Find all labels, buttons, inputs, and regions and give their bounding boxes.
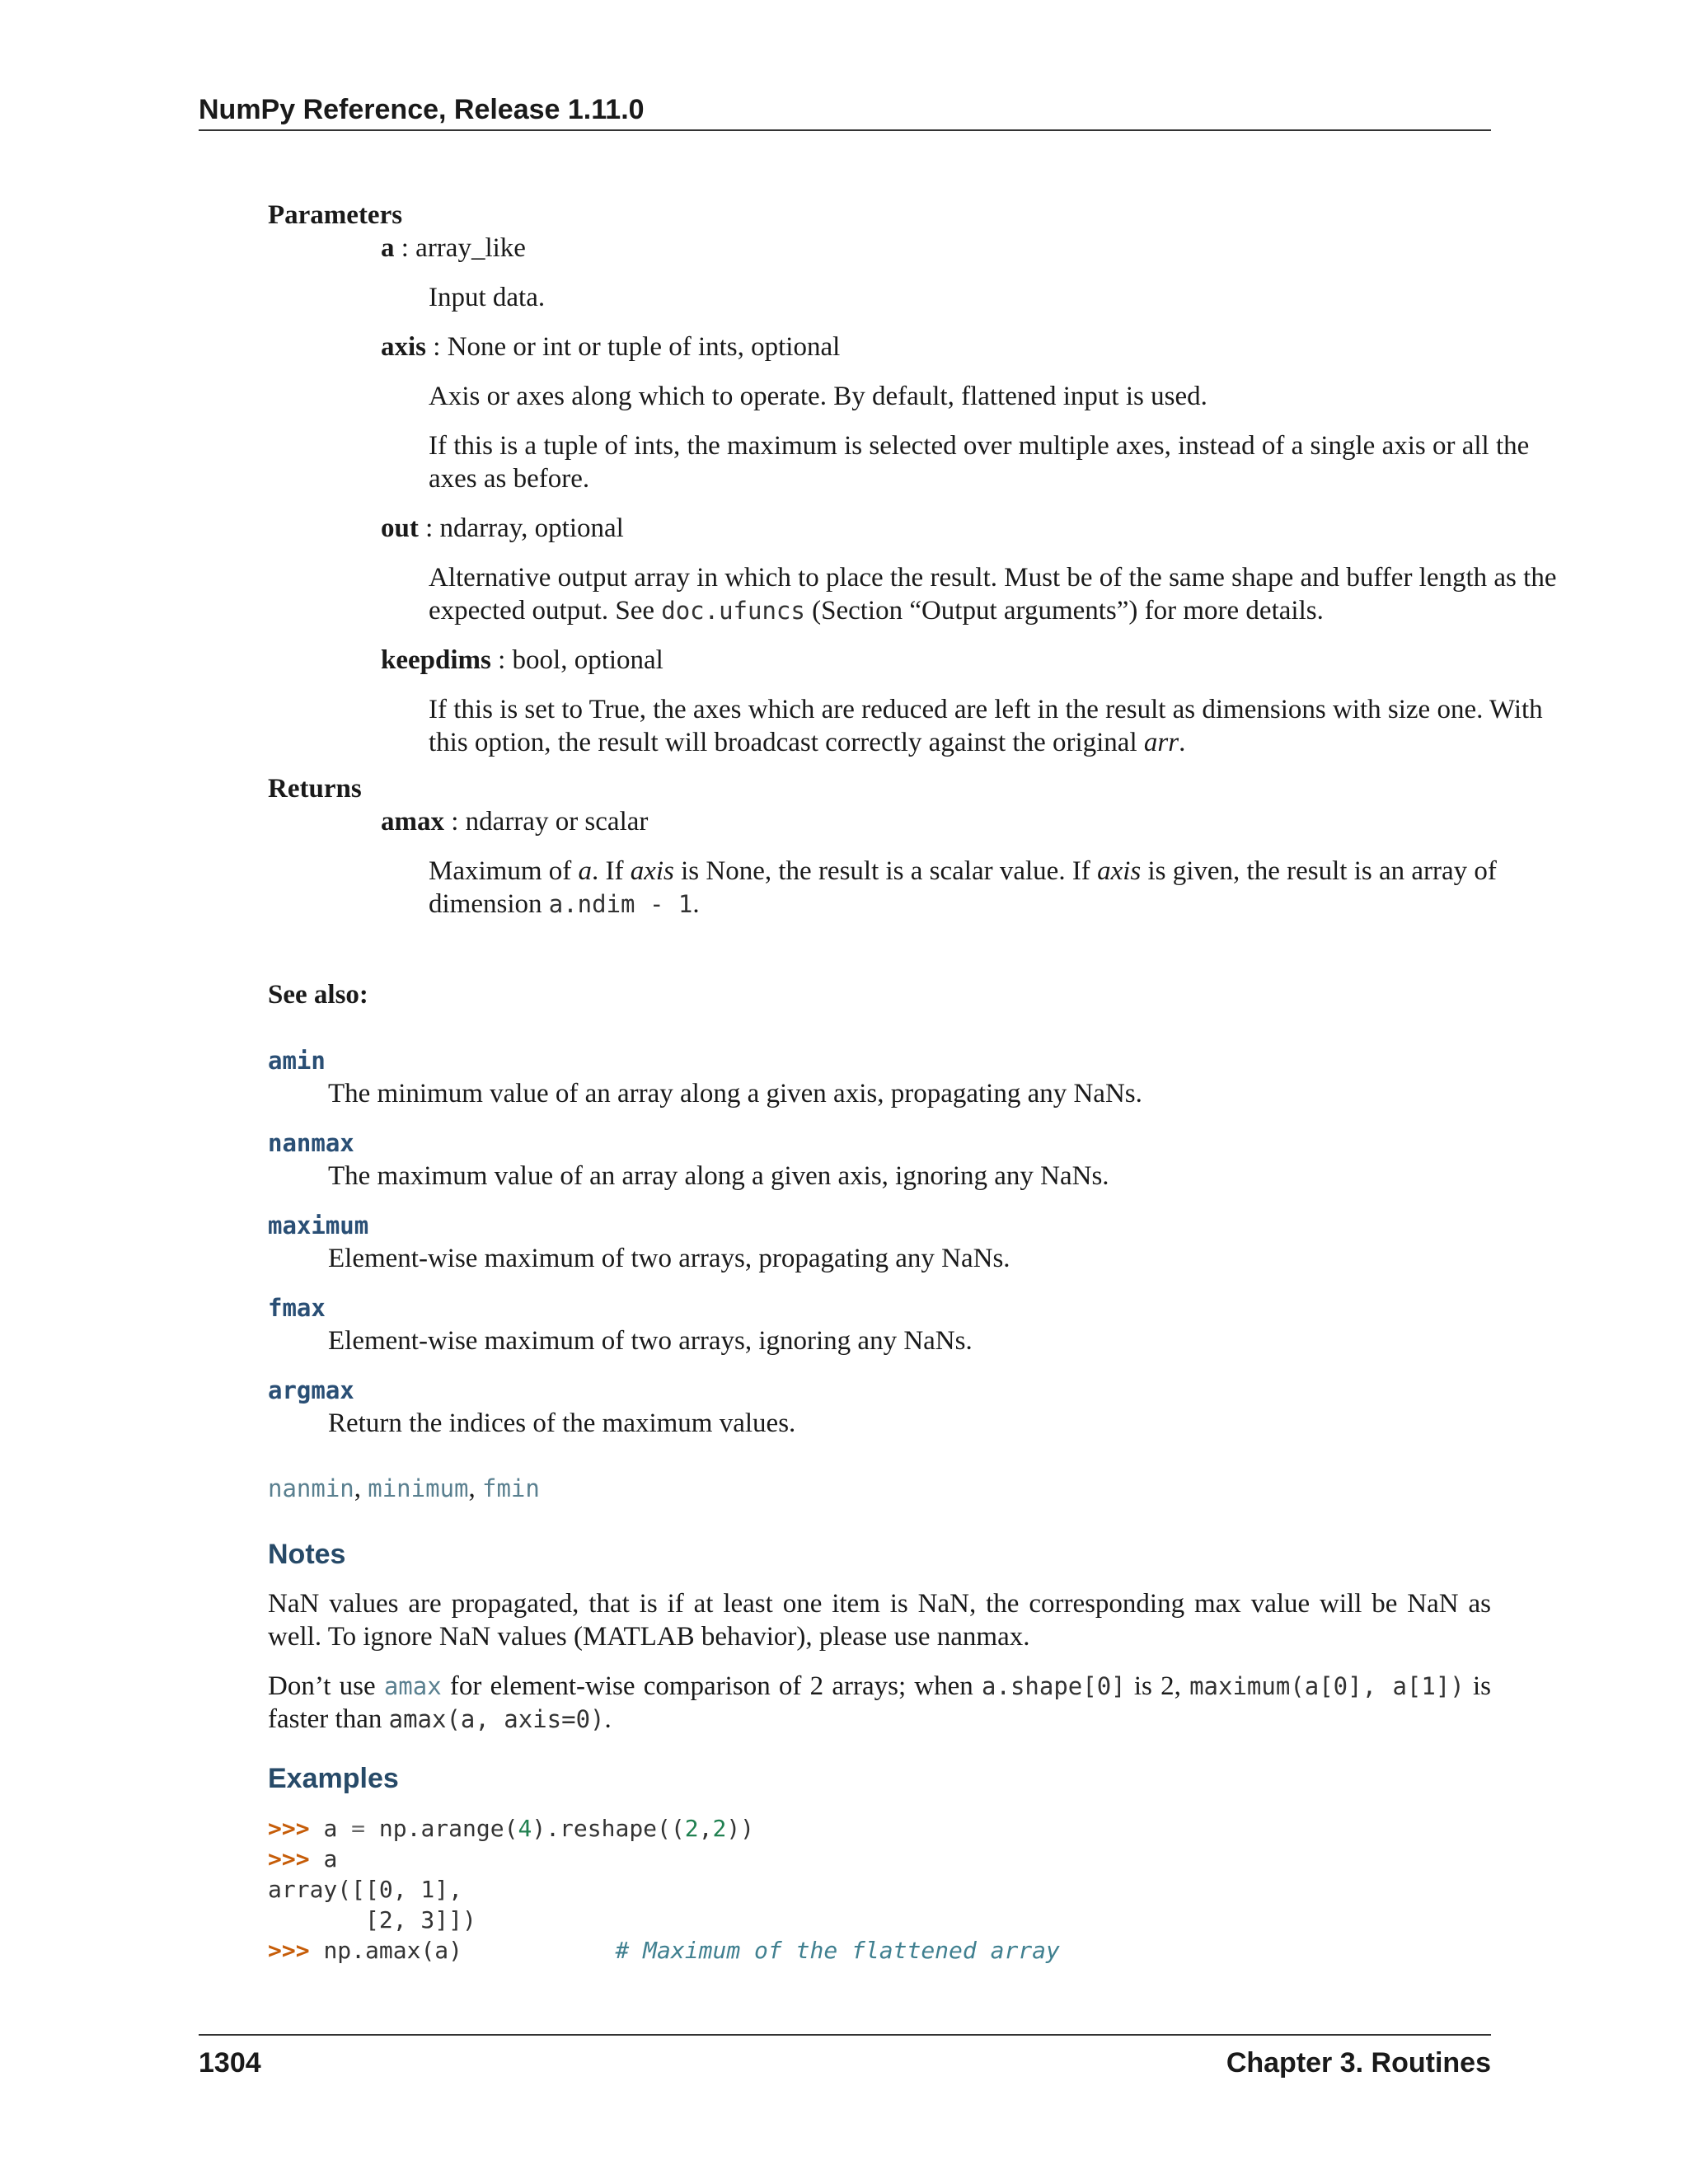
link-amax[interactable]: amax (383, 1672, 442, 1700)
see-also-desc: Return the indices of the maximum values. (328, 1408, 796, 1438)
returns-heading: Returns (268, 774, 362, 804)
page-number: 1304 (199, 2047, 261, 2079)
running-header: NumPy Reference, Release 1.11.0 (199, 94, 645, 125)
see-also-heading: See also: (268, 980, 368, 1010)
code-comment: # Maximum of the flattened array (615, 1937, 1060, 1964)
code-line: >>> a = np.arange(4).reshape((2,2)) (268, 1815, 755, 1842)
return-desc: Maximum of a. If axis is None, the result is a scalar value. If axis is given, the result is an array of dimension a.ndim - 1. (429, 856, 1497, 919)
footer-rule (199, 2034, 1491, 2036)
function-doc (268, 199, 1557, 921)
see-also-item (268, 1374, 1491, 1440)
see-also-desc: The minimum value of an array along a given axis, propagating any NaNs. (328, 1079, 1142, 1108)
param-out: out : ndarray, optional (381, 513, 624, 543)
return-amax: amax : ndarray or scalar (381, 807, 649, 837)
param-desc: Alternative output array in which to place the result. Must be of the same shape and buffer length as the expected output. See doc.ufuncs (Section “Output arguments”) for more details. (429, 563, 1557, 626)
param-type: array_like (415, 233, 526, 263)
param-a: a : array_like (381, 233, 526, 263)
header-rule (199, 129, 1491, 131)
see-also-desc: Element-wise maximum of two arrays, propagating any NaNs. (328, 1244, 1010, 1273)
parameters-heading: Parameters (268, 200, 403, 230)
link-nanmin[interactable]: nanmin (268, 1474, 354, 1502)
param-name: out (381, 513, 419, 543)
see-also-item (268, 1291, 1491, 1357)
see-also-item (268, 1044, 1491, 1110)
doc-ufuncs-link[interactable]: doc.ufuncs (661, 597, 805, 625)
see-also-link-amin[interactable]: amin (268, 1047, 326, 1075)
param-desc: If this is set to True, the axes which are reduced are left in the result as dimensions with size one. With this option, the result will broadcast correctly against the original arr. (429, 695, 1543, 757)
link-minimum[interactable]: minimum (368, 1474, 469, 1502)
examples-code-block (268, 1813, 1060, 1966)
return-type: ndarray or scalar (465, 807, 649, 837)
param-type: bool, optional (512, 645, 663, 675)
see-also-list (268, 1044, 1491, 1440)
param-name: axis (381, 332, 427, 362)
param-desc: Axis or axes along which to operate. By default, flattened input is used. (429, 382, 1207, 411)
see-also-item (268, 1209, 1491, 1275)
chapter-title: Chapter 3. Routines (1226, 2047, 1491, 2079)
return-name: amax (381, 807, 444, 837)
link-fmin[interactable]: fmin (481, 1474, 540, 1502)
param-name: a (381, 233, 395, 263)
code-line: >>> np.amax(a) # Maximum of the flattened array (268, 1937, 1060, 1964)
see-also-item (268, 1127, 1491, 1193)
param-axis: axis : None or int or tuple of ints, optional (381, 332, 841, 362)
param-type: ndarray, optional (439, 513, 624, 543)
see-also-desc: Element-wise maximum of two arrays, ignoring any NaNs. (328, 1326, 973, 1356)
examples-heading: Examples (268, 1763, 399, 1794)
see-also-extra-links: nanmin, minimum, fmin (268, 1474, 540, 1503)
code-output: array([[0, 1], (268, 1876, 463, 1903)
code-line: >>> a (268, 1845, 338, 1872)
param-keepdims: keepdims : bool, optional (381, 645, 663, 675)
notes-paragraph-1: NaN values are propagated, that is if at least one item is NaN, the corresponding max value will be NaN as well. To ignore NaN values (MATLAB behavior), please use nanmax. (268, 1589, 1491, 1652)
code-output: [2, 3]]) (268, 1906, 476, 1933)
notes-paragraph-2: Don’t use amax for element-wise comparison of 2 arrays; when a.shape[0] is 2, maximum(a[0], a[1]) is faster than amax(a, axis=0). (268, 1671, 1491, 1734)
param-name: keepdims (381, 645, 491, 675)
see-also-link-nanmax[interactable]: nanmax (268, 1129, 354, 1157)
see-also-link-argmax[interactable]: argmax (268, 1376, 354, 1404)
param-desc: If this is a tuple of ints, the maximum is selected over multiple axes, instead of a single axis or all the axes as before. (429, 431, 1530, 494)
see-also-link-fmax[interactable]: fmax (268, 1294, 326, 1322)
see-also-link-maximum[interactable]: maximum (268, 1212, 369, 1240)
param-type: None or int or tuple of ints, optional (447, 332, 841, 362)
notes-heading: Notes (268, 1539, 346, 1570)
param-desc: Input data. (429, 283, 546, 312)
see-also-desc: The maximum value of an array along a given axis, ignoring any NaNs. (328, 1161, 1109, 1191)
